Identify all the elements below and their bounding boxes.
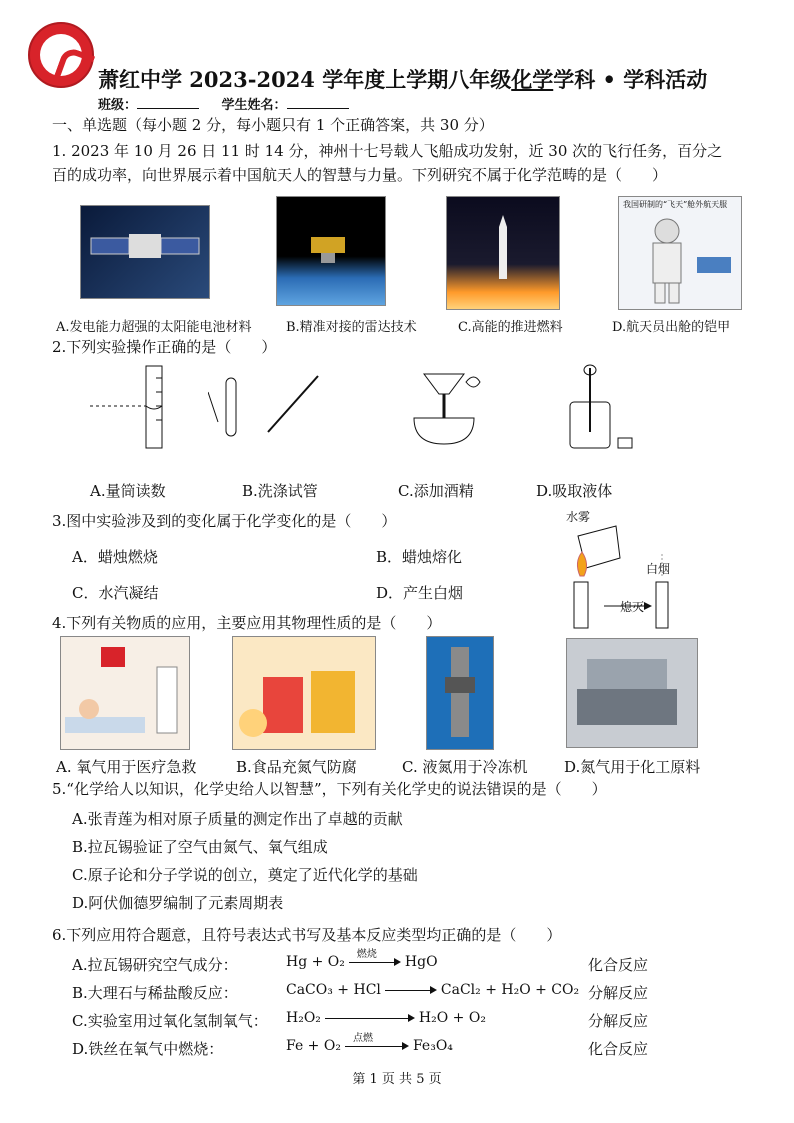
school-logo bbox=[28, 22, 94, 88]
solar-panel-icon bbox=[81, 206, 209, 298]
q1-option-d[interactable]: D.航天员出舱的铠甲 bbox=[612, 320, 731, 335]
q5-stem: 5.“化学给人以知识，化学史给人以智慧”，下列有关化学史的说法错误的是（ ） bbox=[52, 780, 607, 798]
name-label: 学生姓名： bbox=[221, 98, 287, 113]
label-extinguish: 熄灭 bbox=[620, 600, 645, 614]
alcohol-lamp-icon bbox=[394, 368, 494, 448]
rocket-launch-photo bbox=[446, 196, 560, 310]
q3-option-a[interactable]: A．蜡烛燃烧 bbox=[72, 548, 158, 566]
q6-option-a-label[interactable]: A.拉瓦锡研究空气成分： bbox=[72, 956, 238, 974]
q6-option-d-equation: Fe + O₂ 点燃 Fe₃O₄ bbox=[286, 1033, 453, 1054]
class-label: 班级： bbox=[98, 98, 138, 113]
q3-option-d[interactable]: D．产生白烟 bbox=[376, 584, 464, 602]
q3-stem: 3.图中实验涉及到的变化属于化学变化的是（ ） bbox=[52, 512, 397, 530]
q6-option-d-label[interactable]: D.铁丝在氧气中燃烧： bbox=[72, 1040, 224, 1058]
freezer-machine-icon bbox=[427, 637, 493, 749]
q4-stem: 4.下列有关物质的应用，主要应用其物理性质的是（ ） bbox=[52, 614, 442, 632]
q6-option-d-type: 化合反应 bbox=[588, 1040, 649, 1058]
q5-option-b[interactable]: B.拉瓦锡验证了空气由氮气、氧气组成 bbox=[72, 838, 328, 856]
q1-option-b[interactable]: B.精准对接的雷达技术 bbox=[286, 320, 417, 335]
q2-option-b[interactable]: B.洗涤试管 bbox=[242, 482, 318, 500]
satellite-icon bbox=[277, 197, 385, 305]
label-water-mist: 水雾 bbox=[566, 510, 591, 524]
space-station-photo bbox=[80, 205, 210, 299]
q6-option-b-equation: CaCO₃ + HCl CaCl₂ + H₂O + CO₂ bbox=[286, 982, 580, 998]
q3-option-c[interactable]: C．水汽凝结 bbox=[72, 584, 159, 602]
q5-option-d[interactable]: D.阿伏伽德罗编制了元素周期表 bbox=[72, 894, 284, 912]
q4-option-a[interactable]: A. 氧气用于医疗急救 bbox=[56, 758, 197, 776]
q5-option-c[interactable]: C.原子论和分子学说的创立，奠定了近代化学的基础 bbox=[72, 866, 418, 884]
spacesuit-photo bbox=[618, 196, 742, 310]
q1-stem-line2: 百的成功率，向世界展示着中国航天人的智慧与力量。下列研究不属于化学范畴的是（ ） bbox=[52, 166, 668, 184]
candle-experiment-icon bbox=[560, 522, 690, 632]
q5-option-a[interactable]: A.张青莲为相对原子质量的测定作出了卓越的贡献 bbox=[72, 810, 403, 828]
q1-stem-line1: 1. 2023 年 10 月 26 日 11 时 14 分，神州十七号载人飞船成功发射，近 30 次的飞行任务，百分之 bbox=[52, 142, 723, 160]
q6-option-a-type: 化合反应 bbox=[588, 956, 649, 974]
q1-option-c[interactable]: C.高能的推进燃料 bbox=[458, 320, 563, 335]
section-heading: 一、单选题（每小题 2 分，每小题只有 1 个正确答案，共 30 分） bbox=[52, 116, 494, 134]
spacesuit-icon bbox=[619, 197, 741, 309]
food-packaging-photo bbox=[232, 636, 376, 750]
label-white-smoke: 白烟 bbox=[646, 562, 671, 576]
class-blank[interactable] bbox=[137, 108, 199, 109]
rocket-icon bbox=[447, 197, 559, 309]
graduated-cylinder-icon bbox=[86, 362, 176, 452]
q6-option-c-type: 分解反应 bbox=[588, 1012, 649, 1030]
radar-satellite-photo bbox=[276, 196, 386, 306]
dropper-bottle-icon bbox=[560, 362, 650, 452]
q3-option-b[interactable]: B．蜡烛熔化 bbox=[376, 548, 463, 566]
page-title: 萧红中学 2023-2024 学年度上学期八年级化学学科 • 学科活动 bbox=[98, 67, 708, 92]
q6-option-a-equation: Hg + O₂ 燃烧 HgO bbox=[286, 949, 438, 970]
name-blank[interactable] bbox=[287, 108, 349, 109]
hospital-bed-icon bbox=[61, 637, 189, 749]
q6-option-b-type: 分解反应 bbox=[588, 984, 649, 1002]
q1-option-a[interactable]: A.发电能力超强的太阳能电池材料 bbox=[56, 320, 252, 335]
test-tube-wash-icon bbox=[208, 372, 328, 452]
q6-option-b-label[interactable]: B.大理石与稀盐酸反应： bbox=[72, 984, 238, 1002]
q4-option-c[interactable]: C. 液氮用于冷冻机 bbox=[402, 758, 528, 776]
q2-stem: 2.下列实验操作正确的是（ ） bbox=[52, 338, 277, 356]
q4-option-b[interactable]: B.食品充氮气防腐 bbox=[236, 758, 357, 776]
q6-stem: 6.下列应用符合题意，且符号表达式书写及基本反应类型均正确的是（ ） bbox=[52, 926, 562, 944]
spacesuit-caption: 我国研制的“飞天”舱外航天服 bbox=[623, 200, 728, 209]
q6-option-c-equation: H₂O₂ H₂O + O₂ bbox=[286, 1010, 486, 1026]
q4-option-d[interactable]: D.氮气用于化工原料 bbox=[564, 758, 701, 776]
factory-machine-icon bbox=[567, 639, 697, 747]
oxygen-medical-photo bbox=[60, 636, 190, 750]
q6-option-c-label[interactable]: C.实验室用过氧化氢制氧气： bbox=[72, 1012, 268, 1030]
page-footer: 第 1 页 共 5 页 bbox=[352, 1072, 442, 1087]
q2-option-a[interactable]: A.量筒读数 bbox=[90, 482, 166, 500]
chemical-factory-photo bbox=[566, 638, 698, 748]
food-bag-icon bbox=[233, 637, 375, 749]
student-info-fields bbox=[98, 94, 367, 113]
q2-option-d[interactable]: D.吸取液体 bbox=[536, 482, 613, 500]
q2-option-c[interactable]: C.添加酒精 bbox=[398, 482, 474, 500]
liquid-nitrogen-photo bbox=[426, 636, 494, 750]
